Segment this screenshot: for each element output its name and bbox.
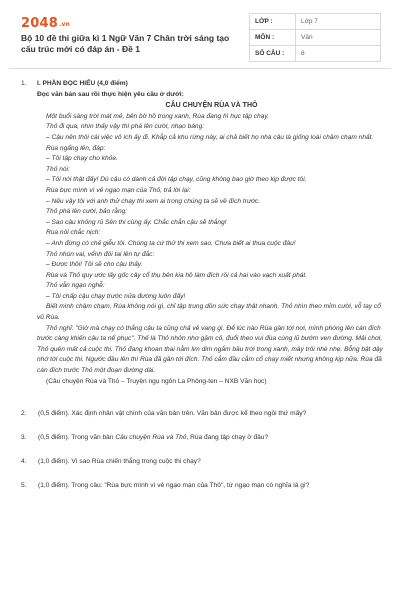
story-paragraph: – Sao cậu không rủ Sên thi cùng ấy. Chắc chắn cậu sẽ thắng! — [46, 218, 227, 226]
logo-main: 2048 — [21, 16, 58, 31]
story-paragraph: Thỏ đi qua, nhìn thấy vậy thì phá lên cười, nhạo báng: — [46, 123, 205, 131]
story-paragraph: Thỏ nhún vai, vểnh đôi tai lên tự đắc: — [46, 250, 155, 258]
question-list — [21, 409, 386, 491]
meta-row-count — [250, 46, 381, 62]
story-source: (Câu chuyện Rùa và Thỏ – Truyện ngụ ngôn La Phông-ten – NXB Văn học) — [46, 377, 267, 385]
meta-value: Lớp 7 — [296, 14, 381, 30]
question-1 — [21, 79, 386, 90]
story-paragraph: Một buổi sáng trời mát mẻ, bên bờ hồ trong xanh, Rùa đang hì hục tập chạy. — [46, 112, 270, 120]
question-text-part: , Rùa đang tập chạy ở đâu? — [186, 434, 269, 442]
story-title: CÂU CHUYỆN RÙA VÀ THỎ — [165, 102, 258, 110]
story-paragraph: – Anh đừng có chế giễu tôi. Chúng ta cứ thử thi xem sao. Chưa biết ai thua cuộc đâu! — [46, 239, 296, 247]
question-number: 1. — [21, 80, 27, 87]
section-title: I. PHẦN ĐỌC HIỂU (4,0 điểm) — [37, 80, 128, 87]
header-divider — [9, 68, 391, 69]
story-paragraph: – Nếu vậy tôi với anh thử chạy thi xem ai trong chúng ta sẽ về đích trước. — [46, 197, 261, 205]
question-text — [38, 433, 268, 443]
question-text: (1,0 điểm). Trong câu: "Rùa bực mình vì vẻ ngạo mạn của Thỏ", từ ngạo mạn có nghĩa là gì? — [38, 482, 310, 490]
story-paragraph: Thỏ phá lên cười, bảo rằng: — [46, 208, 128, 216]
question-3 — [21, 433, 386, 443]
story-paragraph: Rùa nói chắc nịch: — [46, 229, 101, 237]
story-paragraph: – Cậu nên thôi cái việc vô ích ấy đi. Khắp cả khu rừng này, ai chả biết họ nhà cậu là giống loài chậm chạm nhất. — [46, 133, 374, 141]
question-4 — [21, 457, 386, 467]
question-text-part: (0,5 điểm). Trong văn bản — [38, 434, 116, 442]
meta-row-subject — [250, 30, 381, 46]
question-5 — [21, 481, 386, 491]
story-paragraph: Thỏ vẫn ngạo nghễ: — [46, 282, 105, 290]
question-2 — [21, 409, 386, 419]
exam-meta-table — [249, 13, 381, 62]
meta-label: SỐ CÂU : — [250, 46, 296, 62]
meta-label: MÔN : — [250, 30, 296, 46]
logo-sub: .vn — [58, 21, 71, 28]
question-number: 3. — [21, 434, 27, 442]
section-instruction: Đọc văn bản sau rồi thực hiện yêu cầu ở dưới: — [37, 90, 184, 98]
meta-value: Văn — [296, 30, 381, 46]
exam-title: Bộ 10 đề thi giữa kì 1 Ngữ Văn 7 Chân trời sáng tạo cấu trúc mới có đáp án - Đề 1 — [21, 33, 230, 54]
story-paragraph: Rùa ngẩng lên, đáp: — [46, 144, 106, 152]
story-paragraph: Thỏ nghĩ: "Giờ mà chạy có thắng cậu ta cũng chả vẻ vang gì. Để lúc nào Rùa gần tới nơi, mình phóng lên cán đích trước càng khiến cậu ta nể phục". Thế là Thỏ nhởn nhơ gặm cỏ, đuổi theo vui đùa cùng lũ bướm ven đường. Mải chơi, Thỏ quên mất cả cuộc thi. Thỏ đang khoan thai nằm lim dim ngắm bầu trời trong xanh, mây trôi nhè nhẹ. Bỗng bật dậy nhớ tới cuộc thi. Ngước đầu lên thì Rùa đã gần tới đích. Thỏ cắm đầu cắm cổ chạy miết nhưng không kịp nữa. Rùa đã cán đích trước Thỏ một đoạn đường dài. — [37, 324, 383, 375]
meta-value: 8 — [296, 46, 381, 62]
story-paragraph: Biết mình chậm chạm, Rùa không nói gì, chỉ tập trung dồn sức chạy thật nhanh. Thỏ nhìn theo mỉm cười, vỗ tay cổ vũ Rùa. — [37, 303, 381, 322]
story-paragraph: Rùa bực mình vì vẻ ngạo mạn của Thỏ, trả lời lại: — [46, 186, 191, 194]
story-paragraph: Rùa và Thỏ quy ước lấy gốc cây cổ thụ bên kia hồ làm đích rồi cả hai vào vạch xuất phát. — [46, 271, 308, 279]
question-number: 5. — [21, 482, 27, 490]
story-paragraph: Thỏ nói: — [46, 165, 70, 173]
meta-row-class — [250, 14, 381, 30]
story-text — [21, 112, 386, 387]
story-paragraph: – Được thôi! Tôi sẽ cho cậu thấy. — [46, 261, 143, 269]
story-paragraph: – Tôi nói thật đấy! Dù cậu có dành cả đời tập chạy, cũng không bao giờ theo kịp được tôi. — [46, 176, 307, 184]
question-text: (0,5 điểm). Xác định nhân vật chính của văn bản trên. Văn bản được kể theo ngôi thứ mấy? — [38, 410, 307, 418]
story-paragraph: – Tôi chấp cậu chạy trước nửa đường luôn đấy! — [46, 292, 186, 300]
question-text-italic: Câu chuyện Rùa và Thỏ — [115, 434, 187, 442]
question-number: 4. — [21, 458, 27, 466]
site-logo[interactable] — [21, 16, 70, 31]
question-number: 2. — [21, 410, 27, 418]
meta-label: LỚP : — [250, 14, 296, 30]
story-paragraph: – Tôi tập chạy cho khỏe. — [46, 155, 118, 163]
question-text: (1,0 điểm). Vì sao Rùa chiến thắng trong cuộc thi chạy? — [38, 458, 201, 466]
exam-content — [21, 79, 386, 491]
